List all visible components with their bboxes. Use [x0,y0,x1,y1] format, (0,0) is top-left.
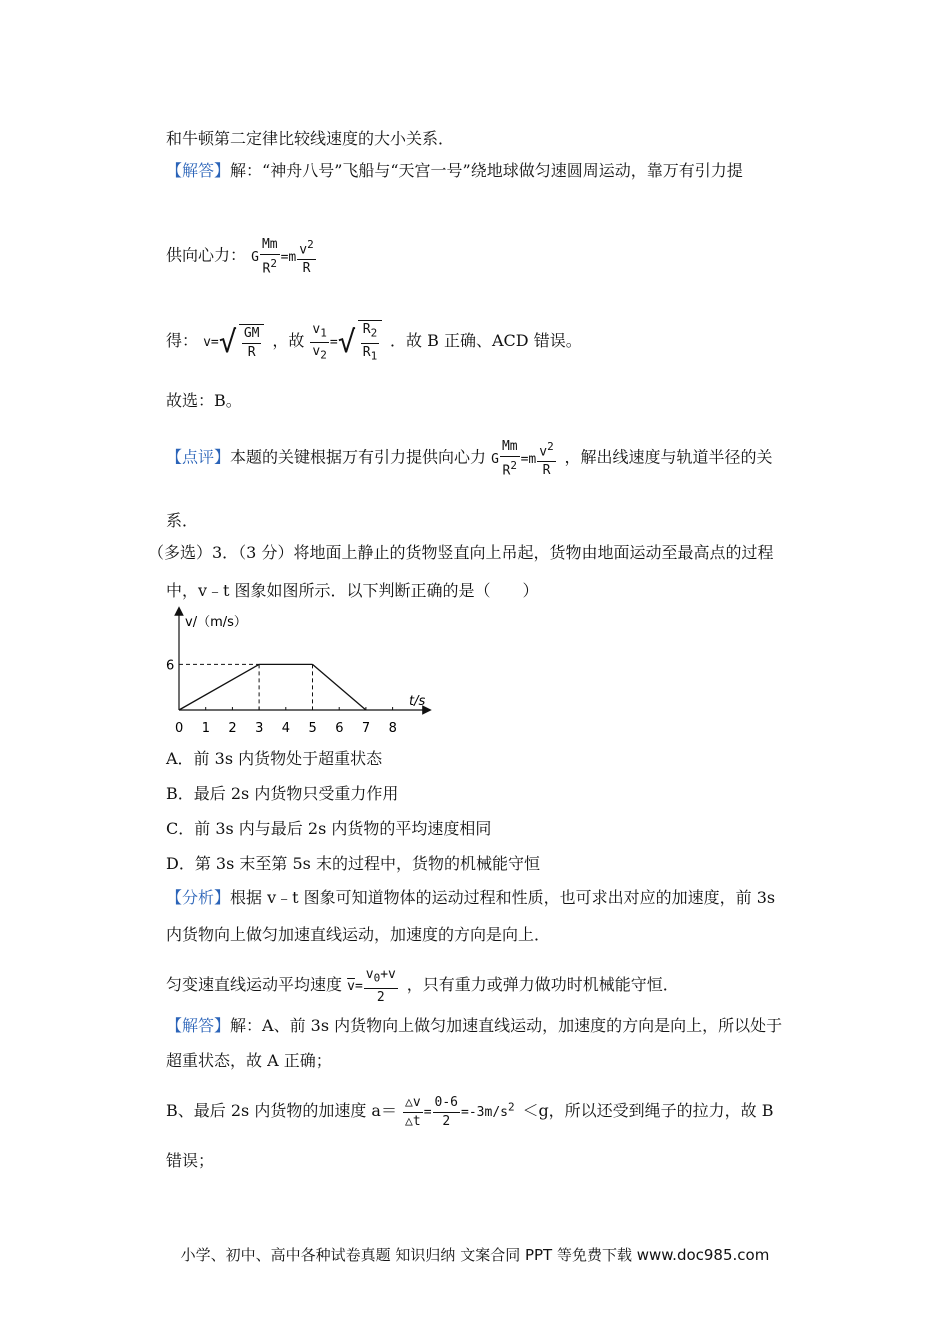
comment-text: 本题的关键根据万有引力提供向心力 [230,447,487,467]
comment-line [166,438,773,480]
x-tick-label: 1 [201,721,210,735]
x-tick-label: 8 [388,721,397,735]
series-segment [313,664,366,710]
analysis-tag: 【分析】 [166,888,231,907]
solution-line-3 [166,1094,774,1131]
line-1: 和牛顿第二定律比较线速度的大小关系． [166,129,455,148]
analysis-line-2: 内货物向上做匀加速直线运动，加速度的方向是向上． [166,925,551,944]
comment-end: 系． [166,511,199,530]
answer-text: 解：“神舟八号”飞船与“天宫一号”绕地球做匀速圆周运动，靠万有引力提 [230,161,743,180]
velocity-conclusion: ．故 B 正确、ACD 错误。 [390,331,582,351]
page-footer: 小学、初中、高中各种试卷真题 知识归纳 文案合同 PPT 等免费下载 www.doc985.com [180,1246,770,1264]
comment-tag: 【点评】 [166,447,231,467]
x-tick-label: 5 [308,721,317,735]
answer-tag: 【解答】 [166,161,231,180]
option-a: A．前 3s 内货物处于超重状态 [166,749,383,768]
analysis-text: 根据 v﹣t 图象可知道物体的运动过程和性质，也可求出对应的加速度，前 3s [230,888,776,907]
y-axis-label: v/（m/s） [185,615,247,630]
solution-line-4: 错误； [166,1151,215,1170]
question-3-line-1: （多选）3．（3 分）将地面上静止的货物竖直向上吊起，货物由地面运动至最高点的过程 [148,543,774,562]
analysis-line-1 [166,887,775,909]
solution-line-1 [166,1015,782,1037]
solution-tag: 【解答】 [166,1016,231,1035]
acceleration-label: B、最后 2s 内货物的加速度 a＝ [166,1101,397,1120]
question-3-line-2: 中，v﹣t 图象如图所示．以下判断正确的是（ ） [166,581,539,600]
solution-line-2: 超重状态，故 A 正确； [166,1051,332,1070]
y-tick-label: 6 [166,658,175,674]
analysis-avg-label: 匀变速直线运动平均速度 [166,974,343,994]
x-axis-label: t/s [409,694,426,709]
x-tick-label: 3 [255,721,264,735]
centripetal-line [166,236,317,278]
solution-text: 解：A、前 3s 内货物向上做匀加速直线运动，加速度的方向是向上，所以处于 [230,1016,783,1035]
velocity-label: 得： [166,331,199,351]
series-segment [179,664,259,710]
answer-line-1 [166,160,743,182]
option-b: B．最后 2s 内货物只受重力作用 [166,784,399,803]
analysis-avg-end: ，只有重力或弹力做功时机械能守恒． [406,974,679,994]
option-c: C．前 3s 内与最后 2s 内货物的平均速度相同 [166,819,492,838]
choice-line: 故选：B。 [166,391,242,410]
comment-formula: G $\frac{Mm}{R^2}$ =m $\frac{v^2}{R}$ [491,439,554,479]
ratio-formula: $\frac{v_1}{v_2}$ =√ $\frac{R_2}{R_1}$ [309,335,390,350]
x-tick-label: 0 [175,721,184,735]
x-tick-label: 2 [228,721,237,735]
acceleration-end: ＜g，所以还受到绳子的拉力，故 B [522,1101,774,1120]
gravity-formula: G $\frac{Mm}{R^2}$ =m $\frac{v^2}{R}$ [251,237,314,277]
velocity-formula: v=√ $\frac{GM}{R}$ [203,335,272,350]
comment-text-end: ，解出线速度与轨道半径的关 [564,447,773,467]
x-tick-label: 7 [361,721,371,735]
vt-chart [165,605,435,735]
average-velocity-formula: $\overline{v}=$ $\frac{v_0+v}{2}$ [347,967,396,1005]
x-tick-label: 6 [335,721,344,735]
option-d: D．第 3s 末至第 5s 末的过程中，货物的机械能守恒 [166,854,540,873]
velocity-mid: ，故 [272,331,305,351]
centripetal-label: 供向心力： [166,245,247,265]
analysis-line-3 [166,966,679,1007]
velocity-line [166,320,582,365]
x-tick-label: 4 [281,721,291,735]
acceleration-formula: $\frac{\triangle v}{\triangle t}$ = $\frac{0-6}{2}$ $=-3m/s^2$ [405,1095,515,1129]
